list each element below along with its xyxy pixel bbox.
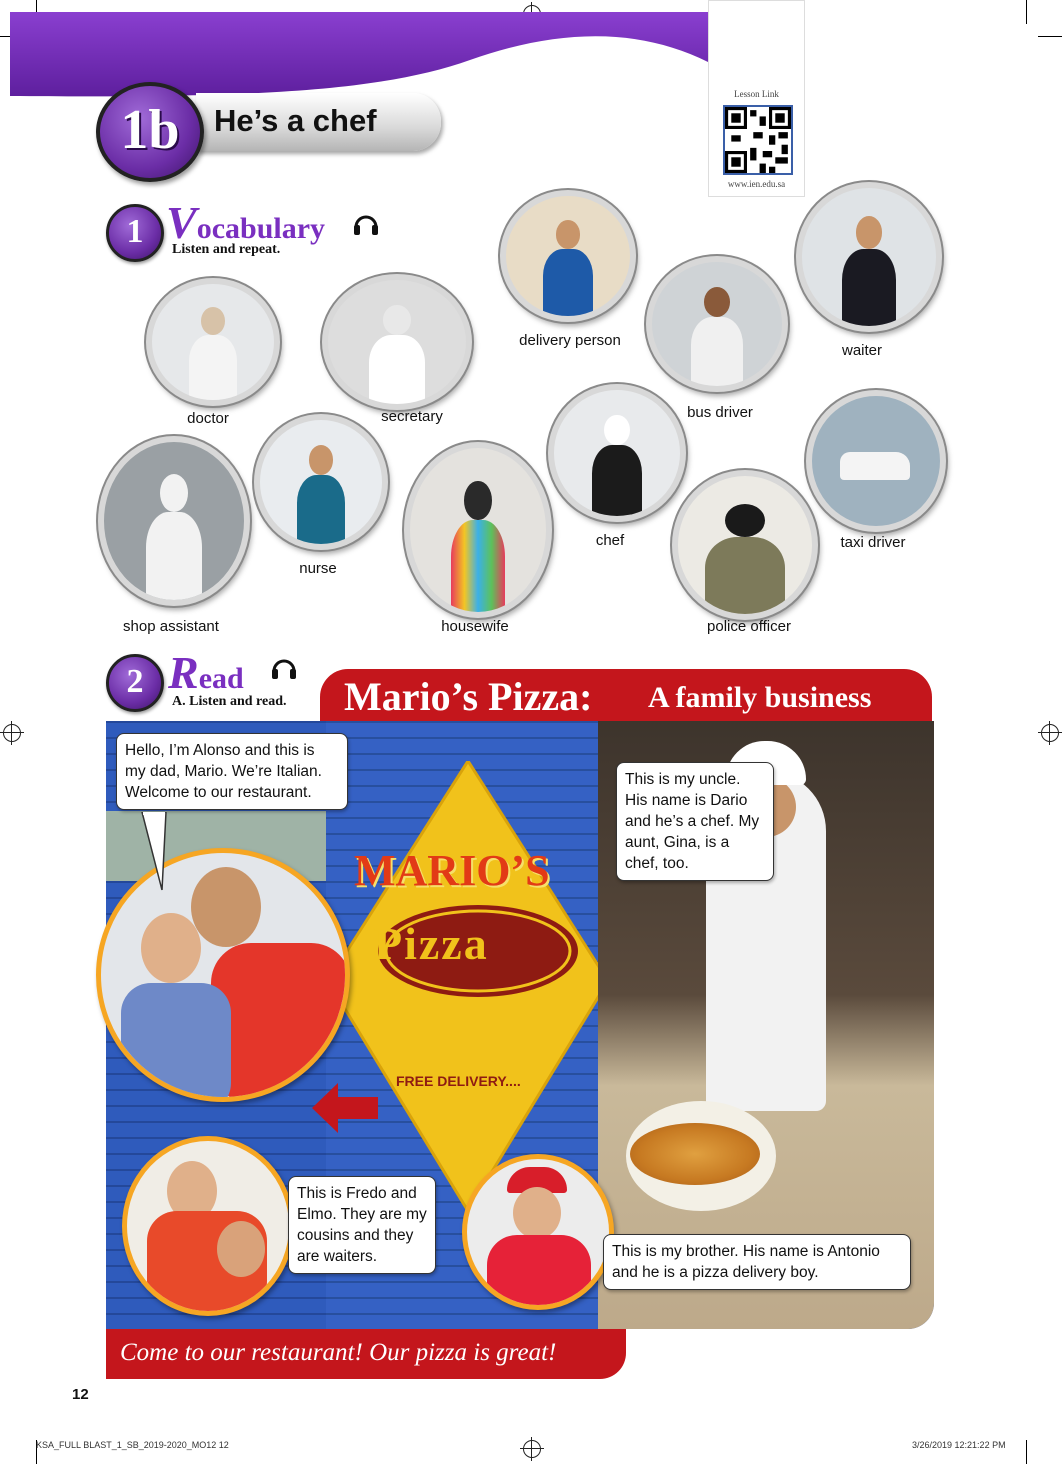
slogan-text: Come to our restaurant! Our pizza is great! <box>120 1339 557 1366</box>
label-police-officer: police officer <box>707 618 791 635</box>
lesson-link-label: Lesson Link <box>734 89 779 99</box>
photo-bus-driver <box>646 256 788 392</box>
article-subtitle: A family business <box>648 681 872 714</box>
speech-bubble-brother: This is my brother. His name is Antonio and he is a pizza delivery boy. <box>603 1234 911 1290</box>
slogan-bar <box>106 1329 626 1379</box>
photo-nurse <box>254 414 388 550</box>
label-delivery-person: delivery person <box>519 332 621 349</box>
speech-bubble-uncle: This is my uncle. His name is Dario and he’s a chef. My aunt, Gina, is a chef, too. <box>616 762 774 881</box>
photo-housewife <box>404 442 552 618</box>
label-taxi-driver: taxi driver <box>840 534 906 551</box>
page-number: 12 <box>72 1386 89 1403</box>
read-instruction: A. Listen and read. <box>172 694 287 709</box>
article-title-bar <box>320 669 932 721</box>
speech-tail <box>140 812 170 892</box>
photo-shop-assistant <box>98 436 250 606</box>
sign-diamond <box>328 761 608 1211</box>
vocabulary-instruction: Listen and repeat. <box>172 242 281 257</box>
sign-word: Pizza <box>374 918 489 969</box>
label-shop-assistant: shop assistant <box>123 618 219 635</box>
photo-fredo-and-elmo <box>122 1136 294 1316</box>
label-bus-driver: bus driver <box>687 404 753 421</box>
section-number: 2 <box>126 663 144 700</box>
label-secretary: secretary <box>381 408 443 425</box>
title-rest: ead <box>198 662 244 695</box>
label-waiter: waiter <box>841 342 882 359</box>
photo-delivery-person <box>500 190 636 322</box>
registration-mark-icon <box>1041 724 1059 742</box>
lesson-title: He’s a chef <box>214 103 377 138</box>
label-nurse: nurse <box>299 560 337 577</box>
photo-antonio <box>462 1154 614 1310</box>
section-number-badge <box>106 204 164 262</box>
section-number: 1 <box>126 213 144 250</box>
speech-bubble-alonso: Hello, I’m Alonso and this is my dad, Mario. We’re Italian. Welcome to our restaurant. <box>116 733 348 810</box>
headphones-icon[interactable] <box>270 654 298 682</box>
sign-name: MARIO’S <box>354 846 550 895</box>
photo-waiter <box>796 182 942 332</box>
registration-mark-icon <box>523 1440 541 1458</box>
print-slug-file: KSA_FULL BLAST_1_SB_2019-2020_MO12 12 <box>36 1440 229 1450</box>
photo-doctor <box>146 278 280 406</box>
photo-police-officer <box>672 470 818 620</box>
photo-alonso-and-mario <box>96 848 350 1102</box>
article-title: Mario’s Pizza: <box>344 674 593 719</box>
label-chef: chef <box>595 532 625 549</box>
label-housewife: housewife <box>441 618 509 635</box>
section-number-badge <box>106 654 164 712</box>
photo-taxi-driver <box>806 390 946 532</box>
title-initial: R <box>168 647 199 698</box>
qr-code-icon[interactable] <box>723 105 793 175</box>
section-title-read <box>168 646 244 699</box>
pizza-image <box>630 1123 760 1185</box>
photo-chef <box>548 384 686 522</box>
crop-mark <box>1026 1440 1027 1464</box>
title-initial: V <box>166 197 197 248</box>
headphones-icon[interactable] <box>352 210 380 238</box>
title-rest: ocabulary <box>196 212 326 245</box>
photo-secretary <box>322 274 472 410</box>
print-slug-date: 3/26/2019 12:21:22 PM <box>912 1440 1006 1450</box>
sign-delivery: FREE DELIVERY.... <box>396 1073 521 1089</box>
lesson-link-box[interactable] <box>708 0 805 197</box>
lesson-number: 1b <box>120 99 180 161</box>
registration-mark-icon <box>3 724 21 742</box>
lesson-number-badge <box>96 82 204 182</box>
lesson-title-bar <box>196 93 441 151</box>
speech-bubble-cousins: This is Fredo and Elmo. They are my cousins and they are waiters. <box>288 1176 436 1274</box>
website-url: www.ien.edu.sa <box>727 179 786 189</box>
label-doctor: doctor <box>187 410 229 427</box>
